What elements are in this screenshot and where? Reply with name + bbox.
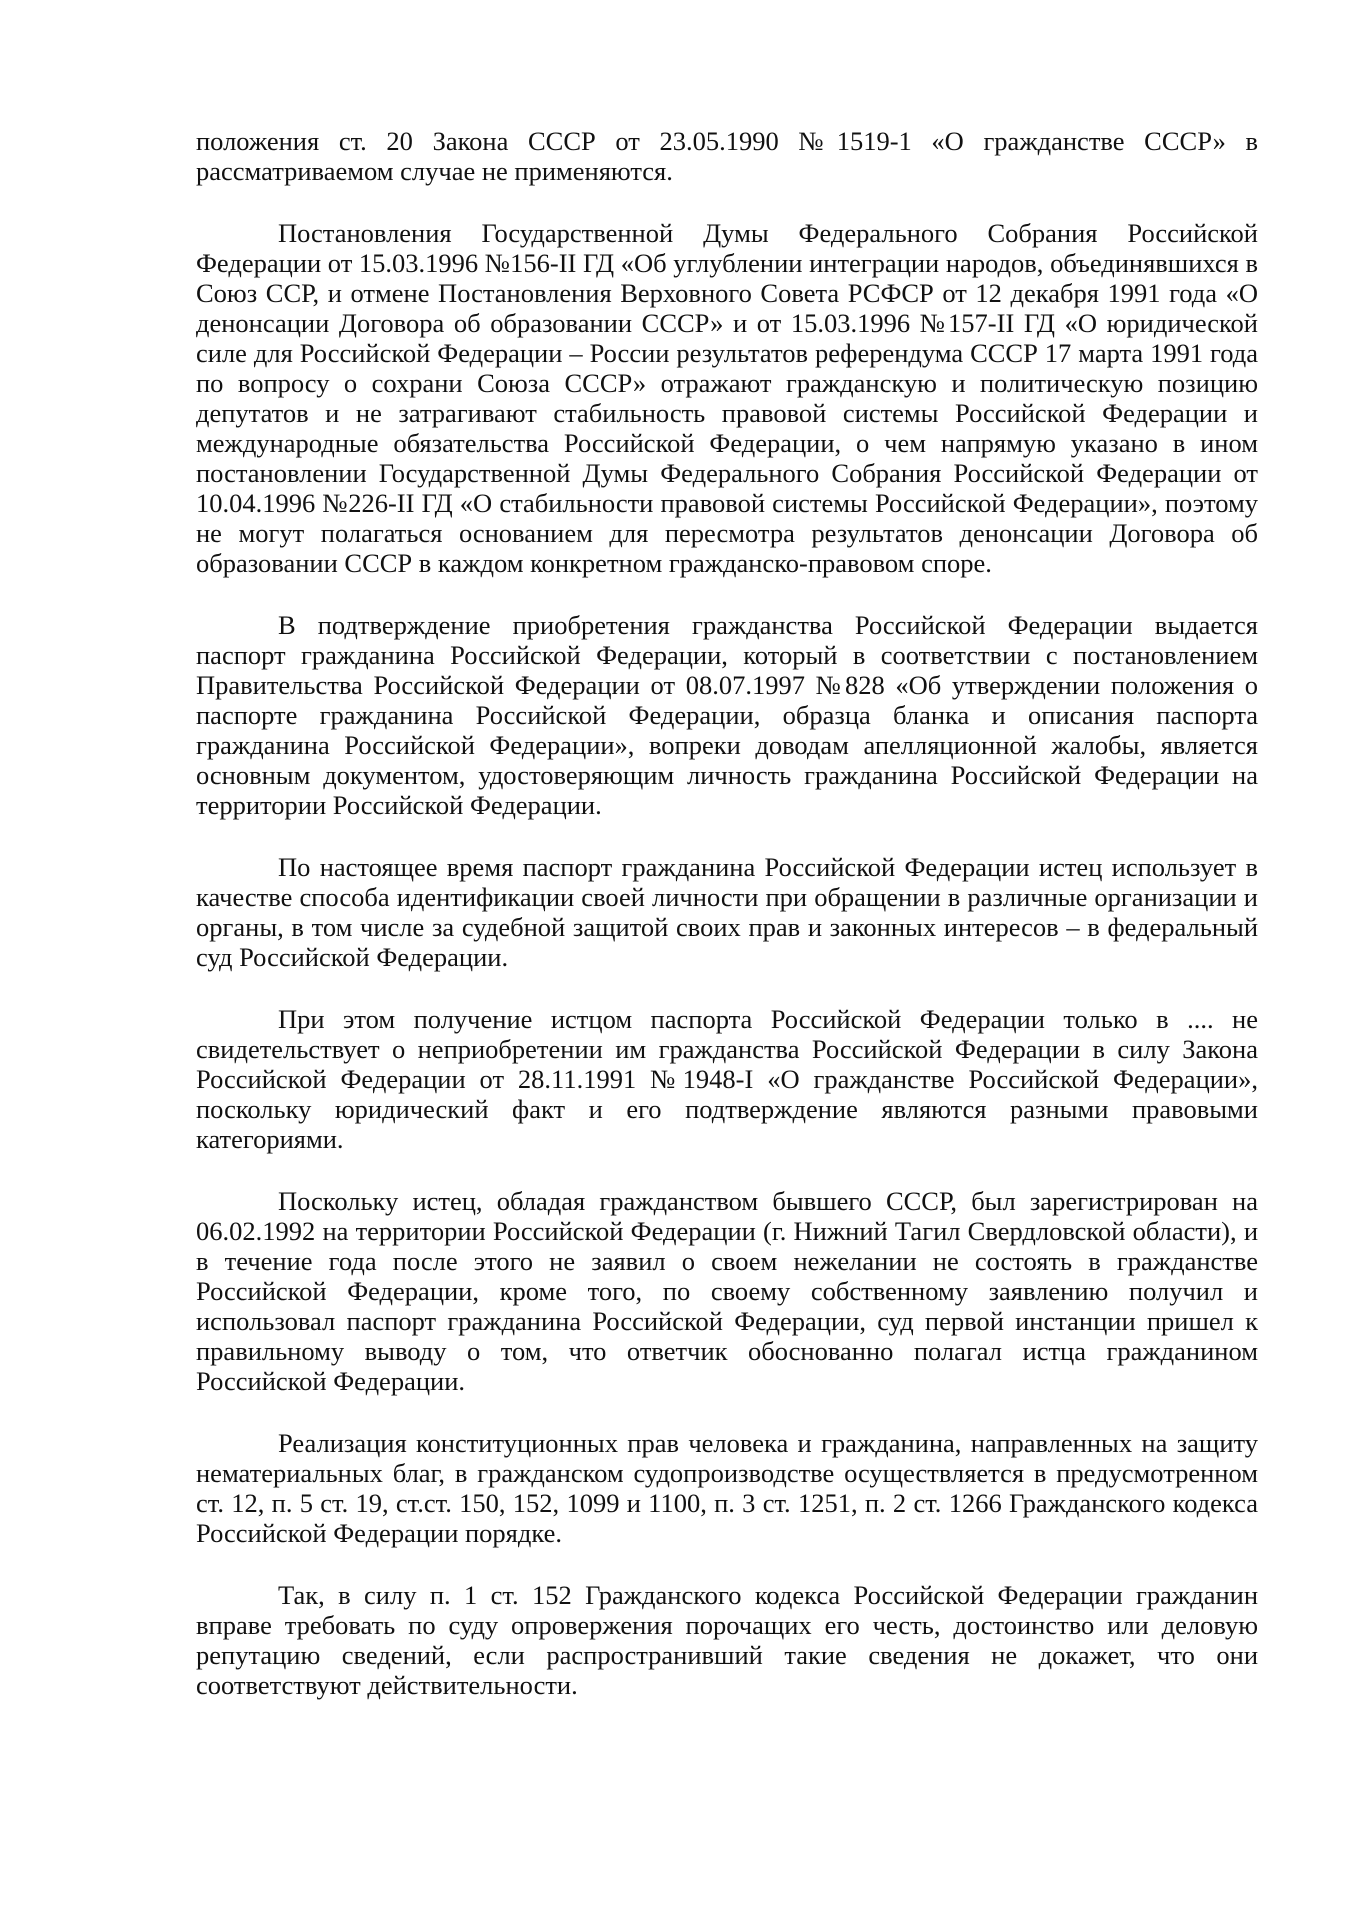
document-page <box>196 126 1258 1732</box>
paragraph-1: положения ст. 20 Закона СССР от 23.05.1990 №1519-1 «О гражданстве СССР» в рассматриваемом случае не применяются. <box>196 126 1258 186</box>
paragraph-3: В подтверждение приобретения гражданства Российской Федерации выдается паспорт гражданина Российской Федерации, который в соответствии с постановлением Правительства Российской Федерации от 08.07.1997 №828 «Об утверждении положения о паспорте гражданина Российской Федерации, образца бланка и описания паспорта гражданина Российской Федерации», вопреки доводам апелляционной жалобы, является основным документом, удостоверяющим личность гражданина Российской Федерации на территории Российской Федерации. <box>196 610 1258 820</box>
paragraph-4: По настоящее время паспорт гражданина Российской Федерации истец использует в качестве способа идентификации своей личности при обращении в различные организации и органы, в том числе за судебной защитой своих прав и законных интересов – в федеральный суд Российской Федерации. <box>196 852 1258 972</box>
paragraph-2: Постановления Государственной Думы Федерального Собрания Российской Федерации от 15.03.1996 №156-II ГД «Об углублении интеграции народов, объединявшихся в Союз ССР, и отмене Постановления Верховного Совета РСФСР от 12 декабря 1991 года «О денонсации Договора об образовании СССР» и от 15.03.1996 №157-II ГД «О юридической силе для Российской Федерации – России результатов референдума СССР 17 марта 1991 года по вопросу о сохрани Союза СССР» отражают гражданскую и политическую позицию депутатов и не затрагивают стабильность правовой системы Российской Федерации и международные обязательства Российской Федерации, о чем напрямую указано в ином постановлении Государственной Думы Федерального Собрания Российской Федерации от 10.04.1996 №226-II ГД «О стабильности правовой системы Российской Федерации», поэтому не могут полагаться основанием для пересмотра результатов денонсации Договора об образовании СССР в каждом конкретном гражданско-правовом споре. <box>196 218 1258 578</box>
paragraph-6: Поскольку истец, обладая гражданством бывшего СССР, был зарегистрирован на 06.02.1992 на территории Российской Федерации (г. Нижний Тагил Свердловской области), и в течение года после этого не заявил о своем нежелании не состоять в гражданстве Российской Федерации, кроме того, по своему собственному заявлению получил и использовал паспорт гражданина Российской Федерации, суд первой инстанции пришел к правильному выводу о том, что ответчик обоснованно полагал истца гражданином Российской Федерации. <box>196 1186 1258 1396</box>
paragraph-7: Реализация конституционных прав человека и гражданина, направленных на защиту нематериальных благ, в гражданском судопроизводстве осуществляется в предусмотренном ст. 12, п. 5 ст. 19, ст.ст. 150, 152, 1099 и 1100, п. 3 ст. 1251, п. 2 ст. 1266 Гражданского кодекса Российской Федерации порядке. <box>196 1428 1258 1548</box>
paragraph-5: При этом получение истцом паспорта Российской Федерации только в .... не свидетельствует о неприобретении им гражданства Российской Федерации в силу Закона Российской Федерации от 28.11.1991 №1948-I «О гражданстве Российской Федерации», поскольку юридический факт и его подтверждение являются разными правовыми категориями. <box>196 1004 1258 1154</box>
paragraph-8: Так, в силу п. 1 ст. 152 Гражданского кодекса Российской Федерации гражданин вправе требовать по суду опровержения порочащих его честь, достоинство или деловую репутацию сведений, если распространивший такие сведения не докажет, что они соответствуют действительности. <box>196 1580 1258 1700</box>
